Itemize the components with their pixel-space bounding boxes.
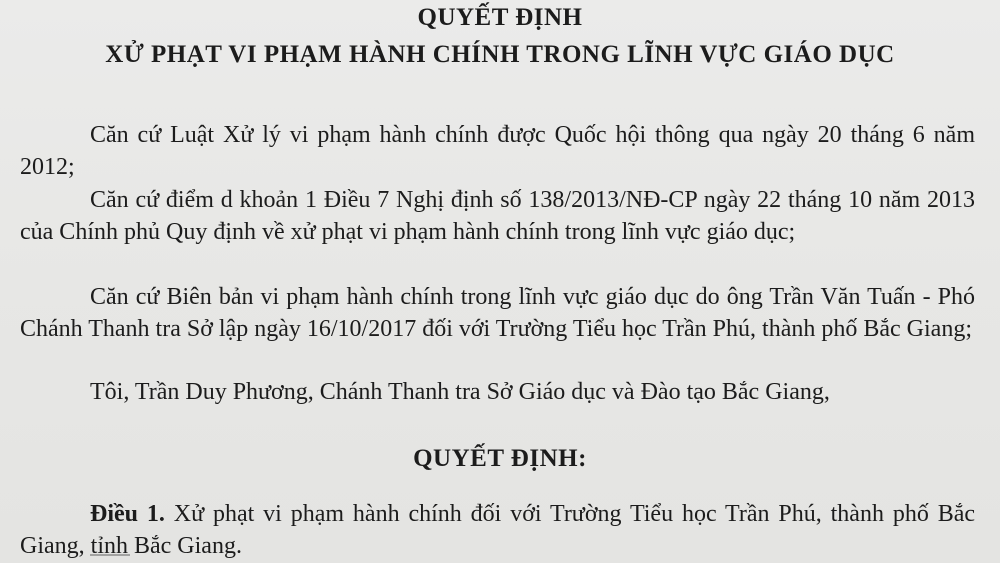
legal-basis-paragraph-2: Căn cứ điểm d khoản 1 Điều 7 Nghị định số 138/2013/NĐ-CP ngày 22 tháng 10 năm 2013 của Chính phủ Quy định về xử phạt vi phạm hành chính trong lĩnh vực giáo dục; — [20, 187, 975, 245]
decision-heading: QUYẾT ĐỊNH: — [413, 445, 587, 472]
article-1-label: Điều 1. — [90, 501, 165, 527]
legal-basis-paragraph-3: Căn cứ Biên bản vi phạm hành chính trong lĩnh vực giáo dục do ông Trần Văn Tuấn - Phó Chánh Thanh tra Sở lập ngày 16/10/2017 đối với Trường Tiểu học Trần Phú, thành phố Bắc Giang; — [20, 284, 975, 342]
article-1 — [20, 498, 975, 562]
article-1-text: Xử phạt vi phạm hành chính đối với Trường Tiểu học Trần Phú, thành phố Bắc Giang, tỉnh Bắc Giang. — [20, 501, 976, 559]
document-subtitle: XỬ PHẠT VI PHẠM HÀNH CHÍNH TRONG LĨNH VỰC GIÁO DỤC — [105, 41, 895, 68]
issuer-paragraph: Tôi, Trần Duy Phương, Chánh Thanh tra Sở Giáo dục và Đào tạo Bắc Giang, — [90, 379, 830, 405]
legal-basis-paragraph-1: Căn cứ Luật Xử lý vi phạm hành chính được Quốc hội thông qua ngày 20 tháng 6 năm 2012; — [20, 122, 975, 180]
cut-off-next-line — [90, 554, 130, 563]
document-title: QUYẾT ĐỊNH — [417, 4, 583, 31]
